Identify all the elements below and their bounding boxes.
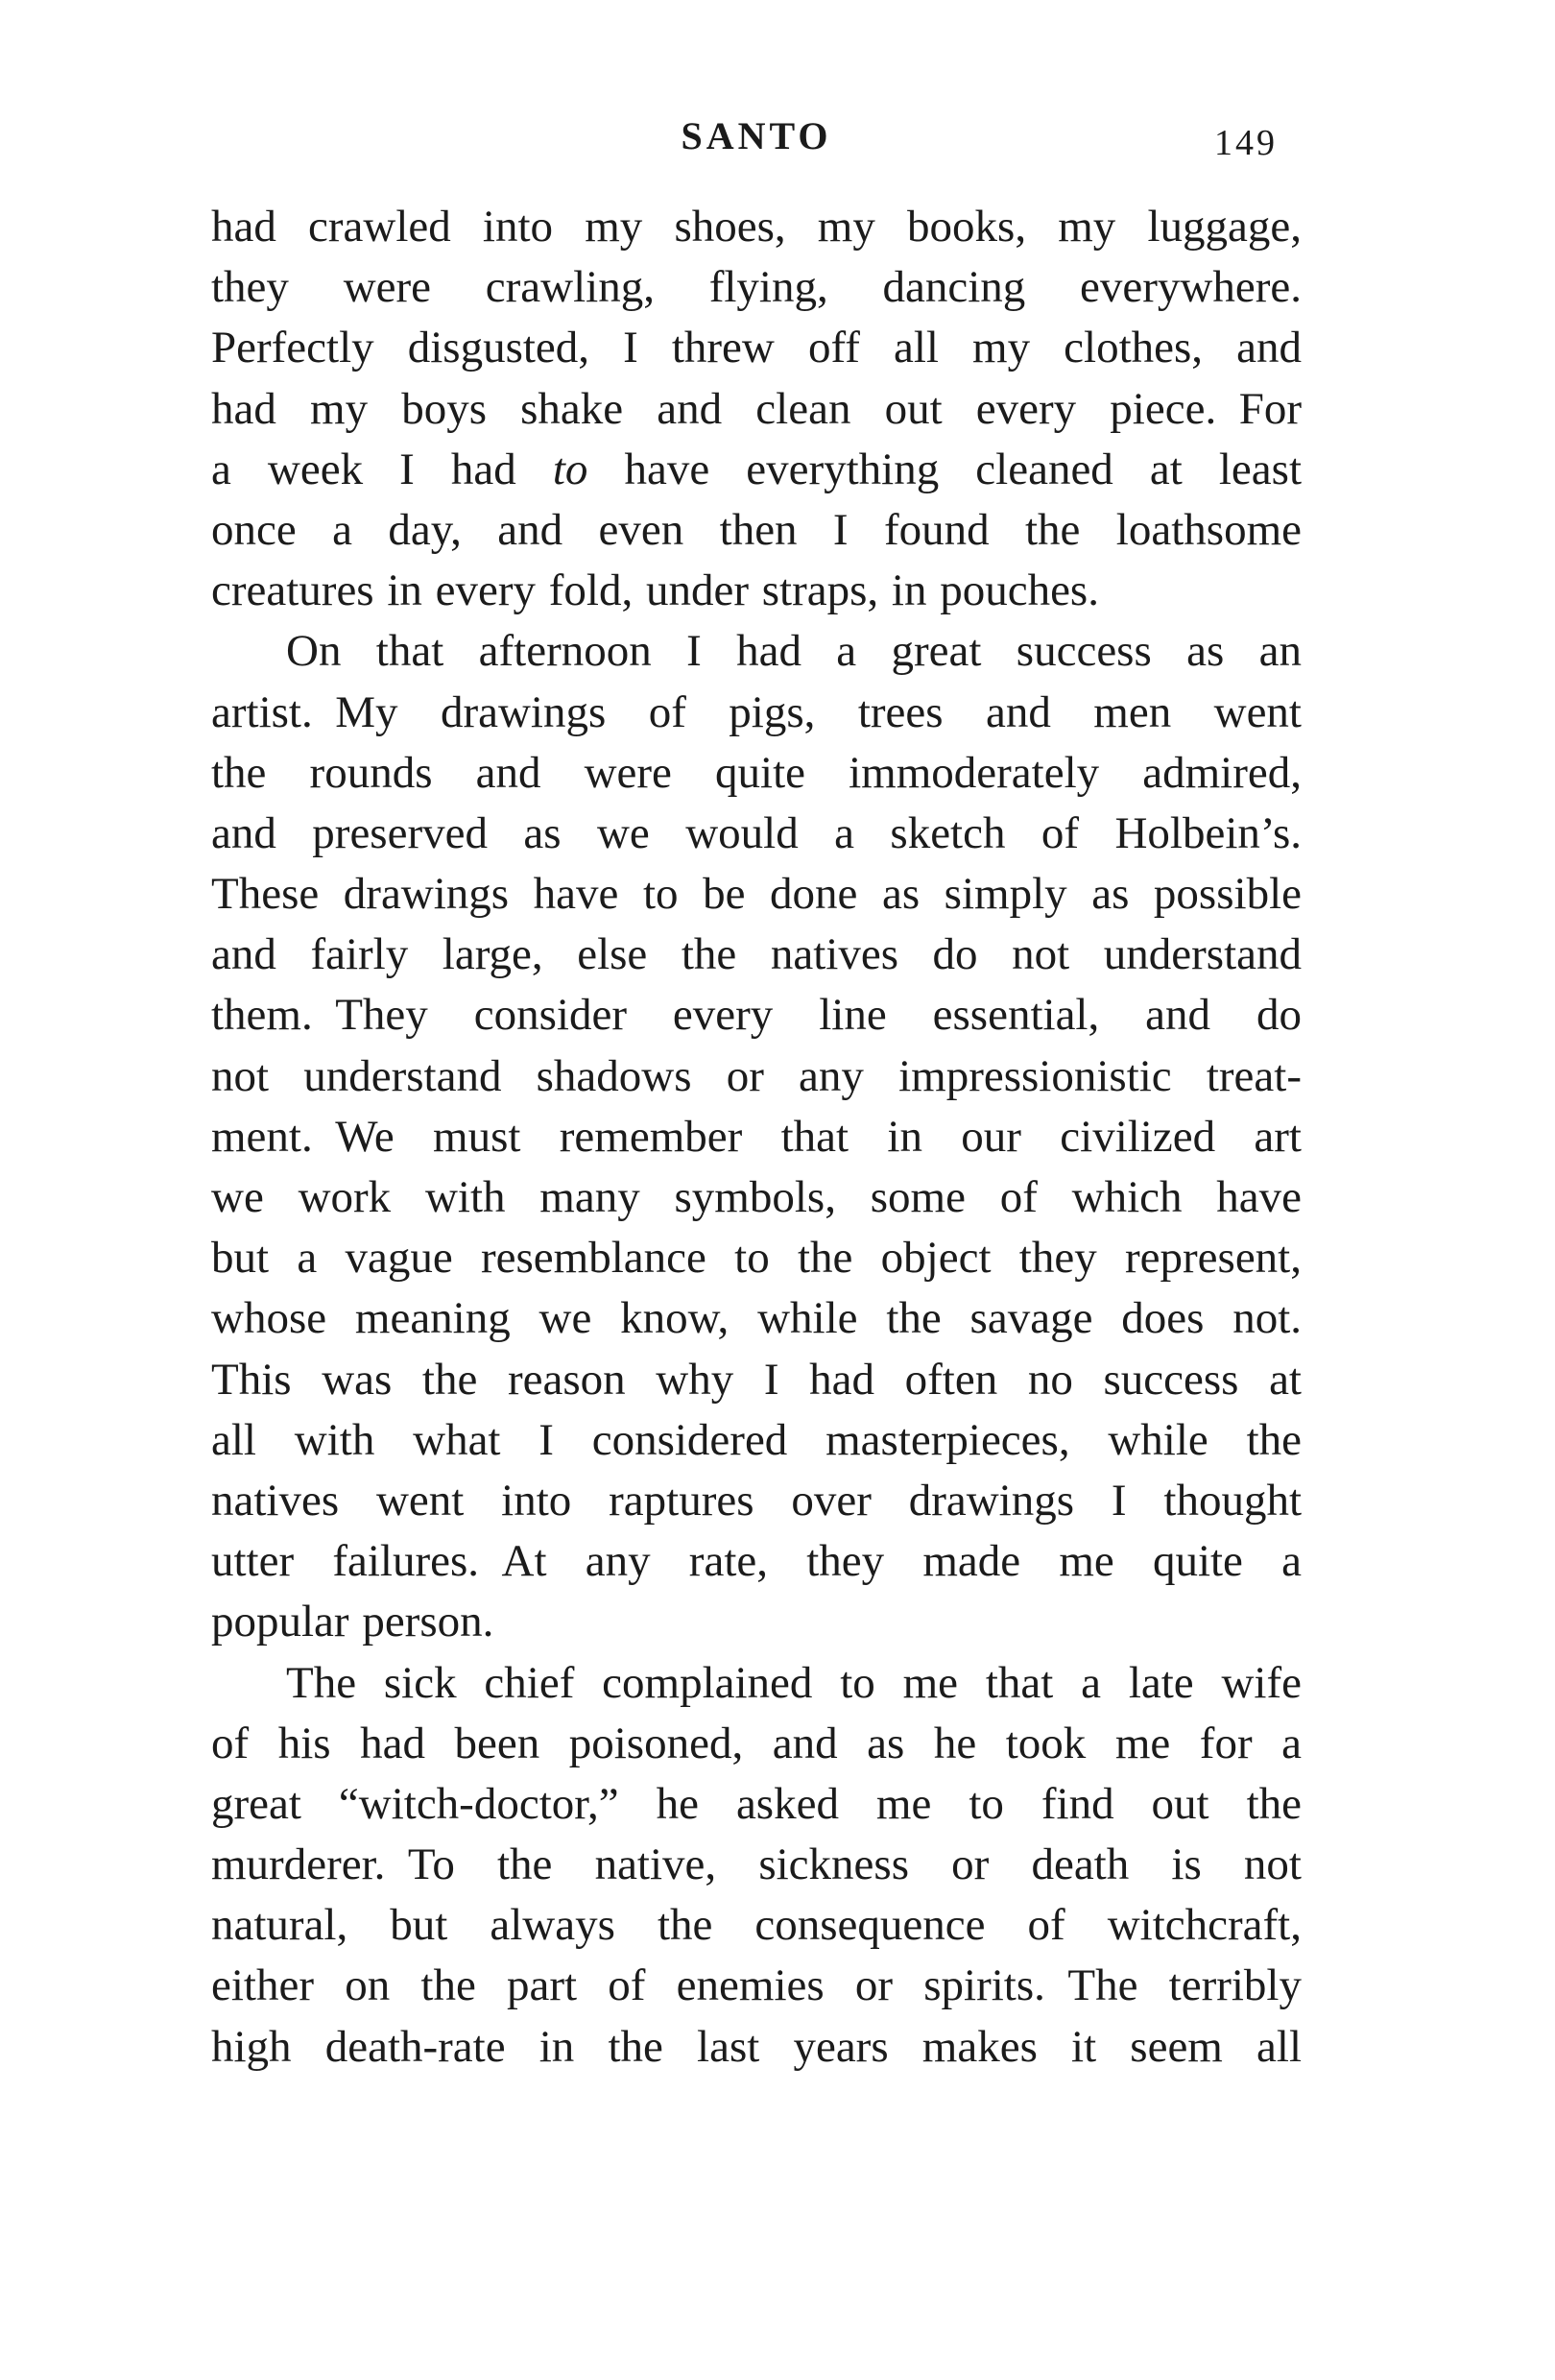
text-line [211,1167,1302,1228]
text-line [211,1956,1302,2016]
text-segment: natives went into raptures over drawings I thought [211,1475,1302,1526]
italic-word: to [552,444,588,494]
page-header [211,113,1302,167]
text-line [211,621,1302,682]
text-segment: and preserved as we would a sketch of Holbein’s. [211,807,1302,858]
text-segment: they were crawling, flying, dancing everywhere. [211,262,1302,313]
text-segment: great “witch-doctor,” he asked me to find out the [211,1778,1302,1829]
text-line [211,683,1302,743]
text-line [211,197,1302,257]
text-segment: not understand shadows or any impressionistic treat- [211,1050,1302,1101]
text-segment: whose meaning we know, while the savage does not. [211,1293,1302,1344]
text-line [211,1288,1302,1349]
text-line [211,500,1302,561]
text-segment: These drawings have to be done as simply as possible [211,869,1302,920]
text-line [211,561,1302,621]
text-line [211,1835,1302,1895]
text-line [211,864,1302,925]
text-segment: them. They consider every line essential, and do [211,990,1302,1041]
text-line [211,1774,1302,1835]
text-segment: had my boys shake and clean out every piece. For [211,383,1302,434]
text-segment: have everything cleaned at least [587,444,1302,494]
text-line [211,1107,1302,1167]
text-segment: Perfectly disgusted, I threw off all my clothes, and [211,323,1302,373]
text-segment: On that afternoon I had a great success as an [286,626,1302,677]
text-segment: once a day, and even then I found the loathsome [211,504,1302,555]
text-segment: natural, but always the consequence of witchcraft, [211,1900,1302,1951]
text-segment: either on the part of enemies or spirits. The terribly [211,1960,1302,2011]
text-line [211,318,1302,378]
text-segment: all with what I considered masterpieces, while the [211,1414,1302,1465]
text-line [211,1046,1302,1107]
text-segment: but a vague resemblance to the object they represent, [211,1233,1302,1284]
text-segment: had crawled into my shoes, my books, my luggage, [211,202,1302,252]
text-line [211,804,1302,864]
text-segment: ment. We must remember that in our civilized art [211,1111,1302,1162]
text-line [211,257,1302,318]
text-segment: creatures in every fold, under straps, in pouches. [211,565,1099,616]
text-line [211,1895,1302,1956]
text-segment: high death-rate in the last years makes it seem all [211,2021,1302,2072]
text-line [211,1228,1302,1288]
text-line [211,1350,1302,1410]
text-segment: the rounds and were quite immoderately admired, [211,747,1302,798]
text-segment: and fairly large, else the natives do not understand [211,929,1302,980]
text-line [211,2017,1302,2078]
text-segment: artist. My drawings of pigs, trees and men went [211,686,1302,737]
text-line [211,1410,1302,1471]
text-segment: a week I had [211,444,553,494]
running-title: SANTO [681,114,832,157]
text-line [211,743,1302,804]
text-segment: The sick chief complained to me that a late wife [286,1657,1302,1708]
text-line [211,1653,1302,1714]
text-segment: utter failures. At any rate, they made me quite a [211,1536,1302,1587]
text-segment: This was the reason why I had often no success at [211,1354,1302,1405]
text-line [211,985,1302,1046]
text-line [211,925,1302,985]
text-block [211,197,1302,2078]
text-line [211,440,1302,500]
text-segment: popular person. [211,1597,494,1647]
text-segment: of his had been poisoned, and as he took me for a [211,1718,1302,1768]
page-number: 149 [1214,123,1278,163]
text-line [211,379,1302,440]
text-line [211,1531,1302,1592]
text-line [211,1592,1302,1652]
text-line [211,1714,1302,1774]
text-segment: we work with many symbols, some of which have [211,1172,1302,1222]
text-line [211,1471,1302,1531]
text-segment: murderer. To the native, sickness or death is not [211,1839,1302,1890]
